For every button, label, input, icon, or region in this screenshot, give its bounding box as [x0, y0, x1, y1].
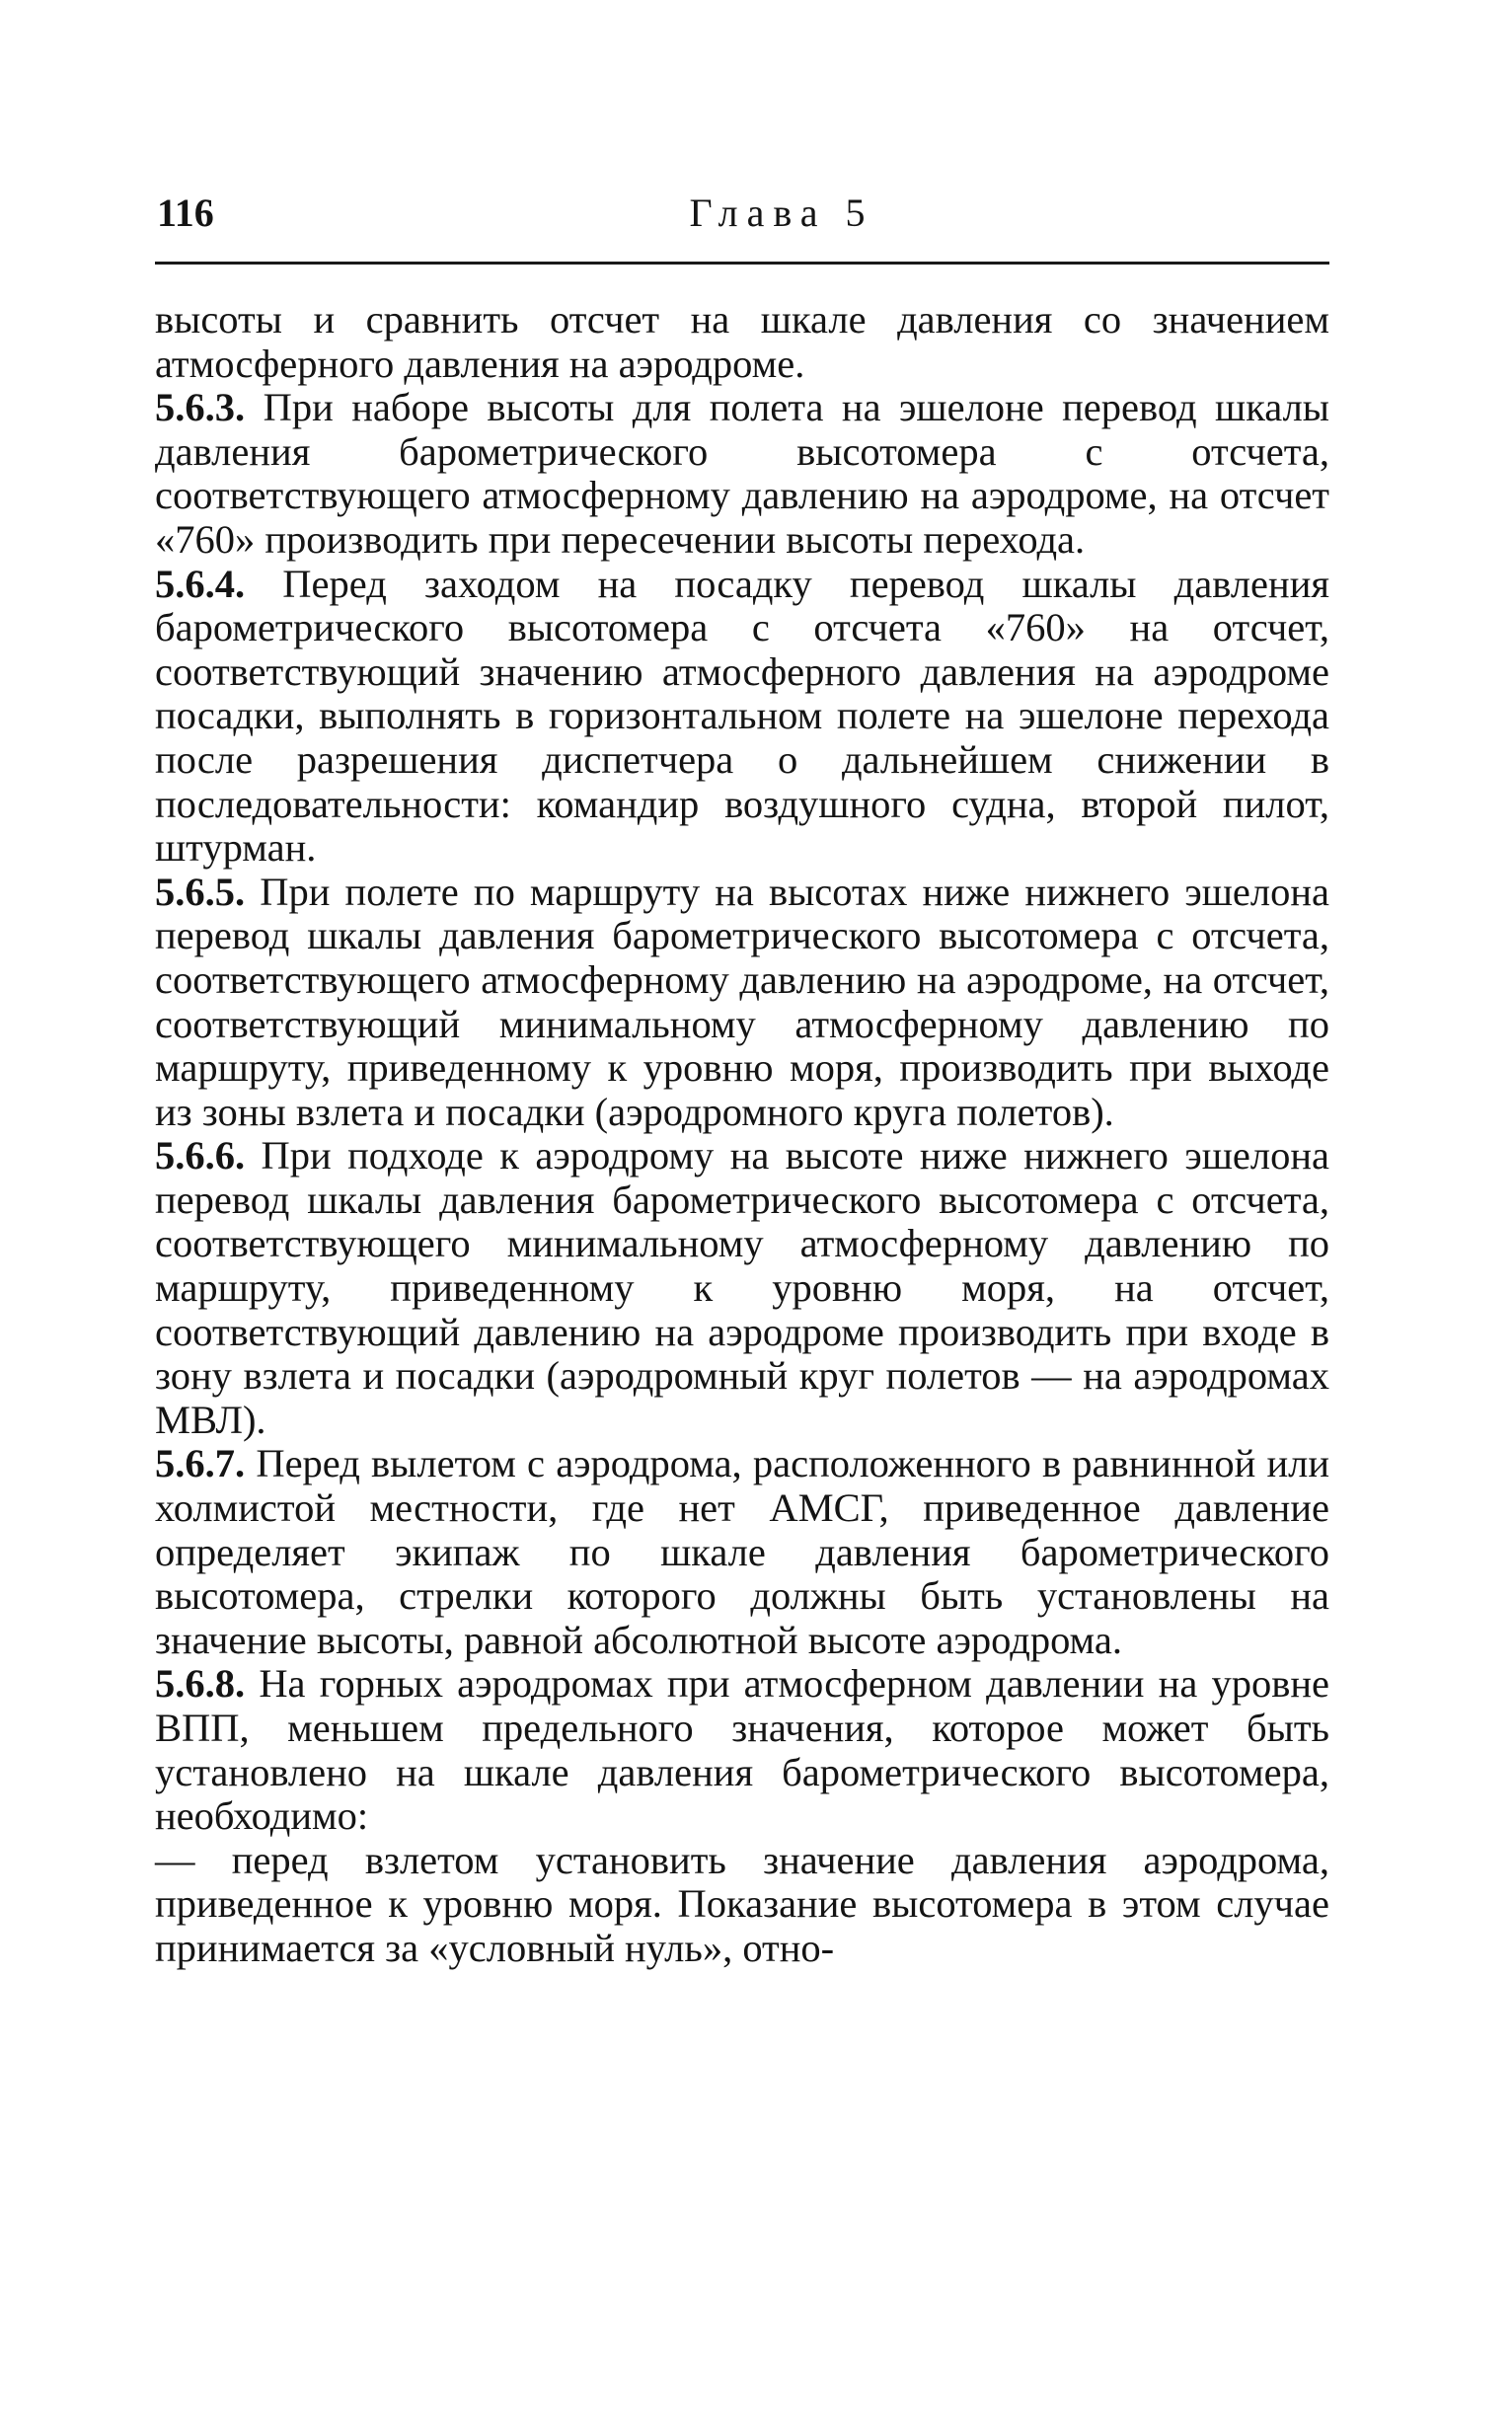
- paragraph-5-6-8: [155, 1662, 1329, 1838]
- paragraph-text: высоты и сравнить отсчет на шкале давления со значением атмосферного давления на аэродроме.: [155, 297, 1329, 386]
- paragraph-text: Перед вылетом с аэродрома, расположенного в равнинной или холмистой местности, где нет АМСГ, приведенное давление определяет экипаж по шкале давления барометрического высотомера, стрелки которого должны быть установлены на значение высоты, равной абсолютной высоте аэродрома.: [155, 1441, 1330, 1662]
- section-number: 5.6.5.: [155, 869, 246, 914]
- paragraph-5-6-7: [155, 1442, 1329, 1662]
- paragraph-continuation: [155, 298, 1329, 386]
- paragraph-dash-item: [155, 1839, 1329, 1971]
- paragraph-5-6-6: [155, 1134, 1329, 1442]
- page-number: 116: [157, 190, 214, 235]
- paragraph-5-6-4: [155, 563, 1329, 871]
- paragraph-text: На горных аэродромах при атмосферном давлении на уровне ВПП, меньшем предельного значения, которое может быть установлено на шкале давления барометрического высотомера, необходимо:: [155, 1661, 1330, 1839]
- paragraph-text: — перед взлетом установить значение давления аэродрома, приведенное к уровню моря. Показание высотомера в этом случае принимается за «условный нуль», отно-: [155, 1837, 1329, 1970]
- header-rule: [155, 262, 1329, 265]
- section-number: 5.6.4.: [155, 561, 246, 606]
- section-number: 5.6.8.: [155, 1661, 246, 1707]
- paragraph-5-6-3: [155, 386, 1329, 562]
- section-number: 5.6.7.: [155, 1441, 246, 1486]
- paragraph-text: При наборе высоты для полета на эшелоне перевод шкалы давления барометрического высотомера с отсчета, соответствующего атмосферному давлению на аэродроме, на отсчет «760» производить при пересечении высоты перехода.: [155, 385, 1330, 562]
- running-head: Глава 5: [689, 190, 874, 235]
- body-text: [155, 298, 1329, 1971]
- page-header: [155, 188, 1329, 249]
- paragraph-text: При полете по маршруту на высотах ниже нижнего эшелона перевод шкалы давления барометрического высотомера с отсчета, соответствующего атмосферному давлению на аэродроме, на отсчет, соответствующий минимальному атмосферному давлению по маршруту, приведенному к уровню моря, производить при выходе из зоны взлета и посадки (аэродромного круга полетов).: [155, 869, 1329, 1134]
- paragraph-5-6-5: [155, 871, 1329, 1135]
- section-number: 5.6.6.: [155, 1133, 246, 1178]
- paragraph-text: Перед заходом на посадку перевод шкалы давления барометрического высотомера с отсчета «760» на отсчет, соответствующий значению атмосферного давления на аэродроме посадки, выполнять в горизонтальном полете на эшелоне перехода после разрешения диспетчера о дальнейшем снижении в последовательности: командир воздушного судна, второй пилот, штурман.: [155, 561, 1330, 871]
- section-number: 5.6.3.: [155, 385, 246, 430]
- paragraph-text: При подходе к аэродрому на высоте ниже нижнего эшелона перевод шкалы давления барометрического высотомера с отсчета, соответствующего минимальному атмосферному давлению по маршруту, приведенному к уровню моря, на отсчет, соответствующий давлению на аэродроме производить при входе в зону взлета и посадки (аэродромный круг полетов — на аэродромах МВЛ).: [155, 1133, 1329, 1442]
